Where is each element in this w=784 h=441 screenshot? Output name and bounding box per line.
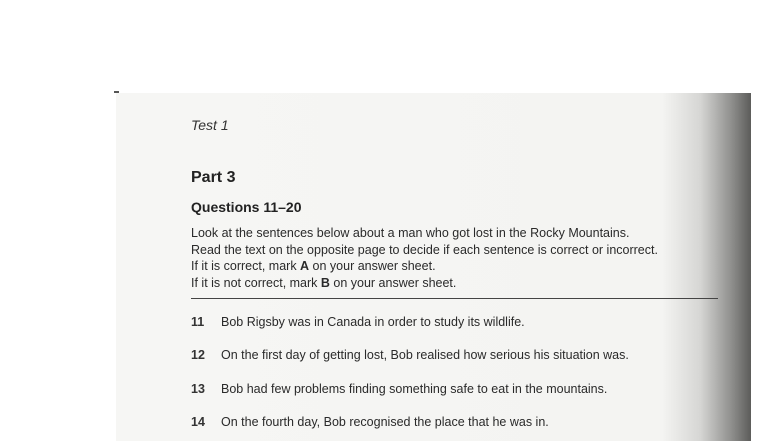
- question-item: [191, 315, 525, 329]
- instruction-text: on your answer sheet.: [309, 259, 436, 274]
- instruction-text: If it is not correct, mark: [191, 275, 321, 290]
- question-number: 11: [191, 315, 205, 329]
- instruction-line: [191, 275, 731, 292]
- question-number: 14: [191, 415, 205, 429]
- question-item: [191, 382, 607, 396]
- book-page: [116, 93, 751, 441]
- instruction-line: [191, 258, 731, 275]
- question-number: 13: [191, 382, 205, 396]
- question-text: On the first day of getting lost, Bob realised how serious his situation was.: [221, 348, 629, 362]
- question-number: 12: [191, 348, 205, 362]
- question-item: [191, 348, 629, 362]
- instruction-line: Look at the sentences below about a man who got lost in the Rocky Mountains.: [191, 226, 630, 240]
- divider-rule: [191, 298, 718, 299]
- question-text: Bob had few problems finding something safe to eat in the mountains.: [221, 382, 608, 396]
- instruction-line: Read the text on the opposite page to decide if each sentence is correct or incorrect.: [191, 242, 658, 257]
- running-head: Test 1: [191, 117, 229, 133]
- instruction-text: If it is correct, mark: [191, 259, 301, 274]
- instructions: [191, 225, 731, 291]
- instruction-text: on your answer sheet.: [329, 275, 457, 290]
- question-text: Bob Rigsby was in Canada in order to study its wildlife.: [221, 315, 525, 329]
- answer-key-b: B: [320, 275, 330, 290]
- part-title: Part 3: [191, 169, 236, 186]
- question-text: On the fourth day, Bob recognised the place that he was in.: [221, 415, 549, 429]
- questions-title: Questions 11–20: [191, 199, 302, 215]
- answer-key-a: A: [300, 259, 310, 274]
- question-item: [191, 415, 549, 429]
